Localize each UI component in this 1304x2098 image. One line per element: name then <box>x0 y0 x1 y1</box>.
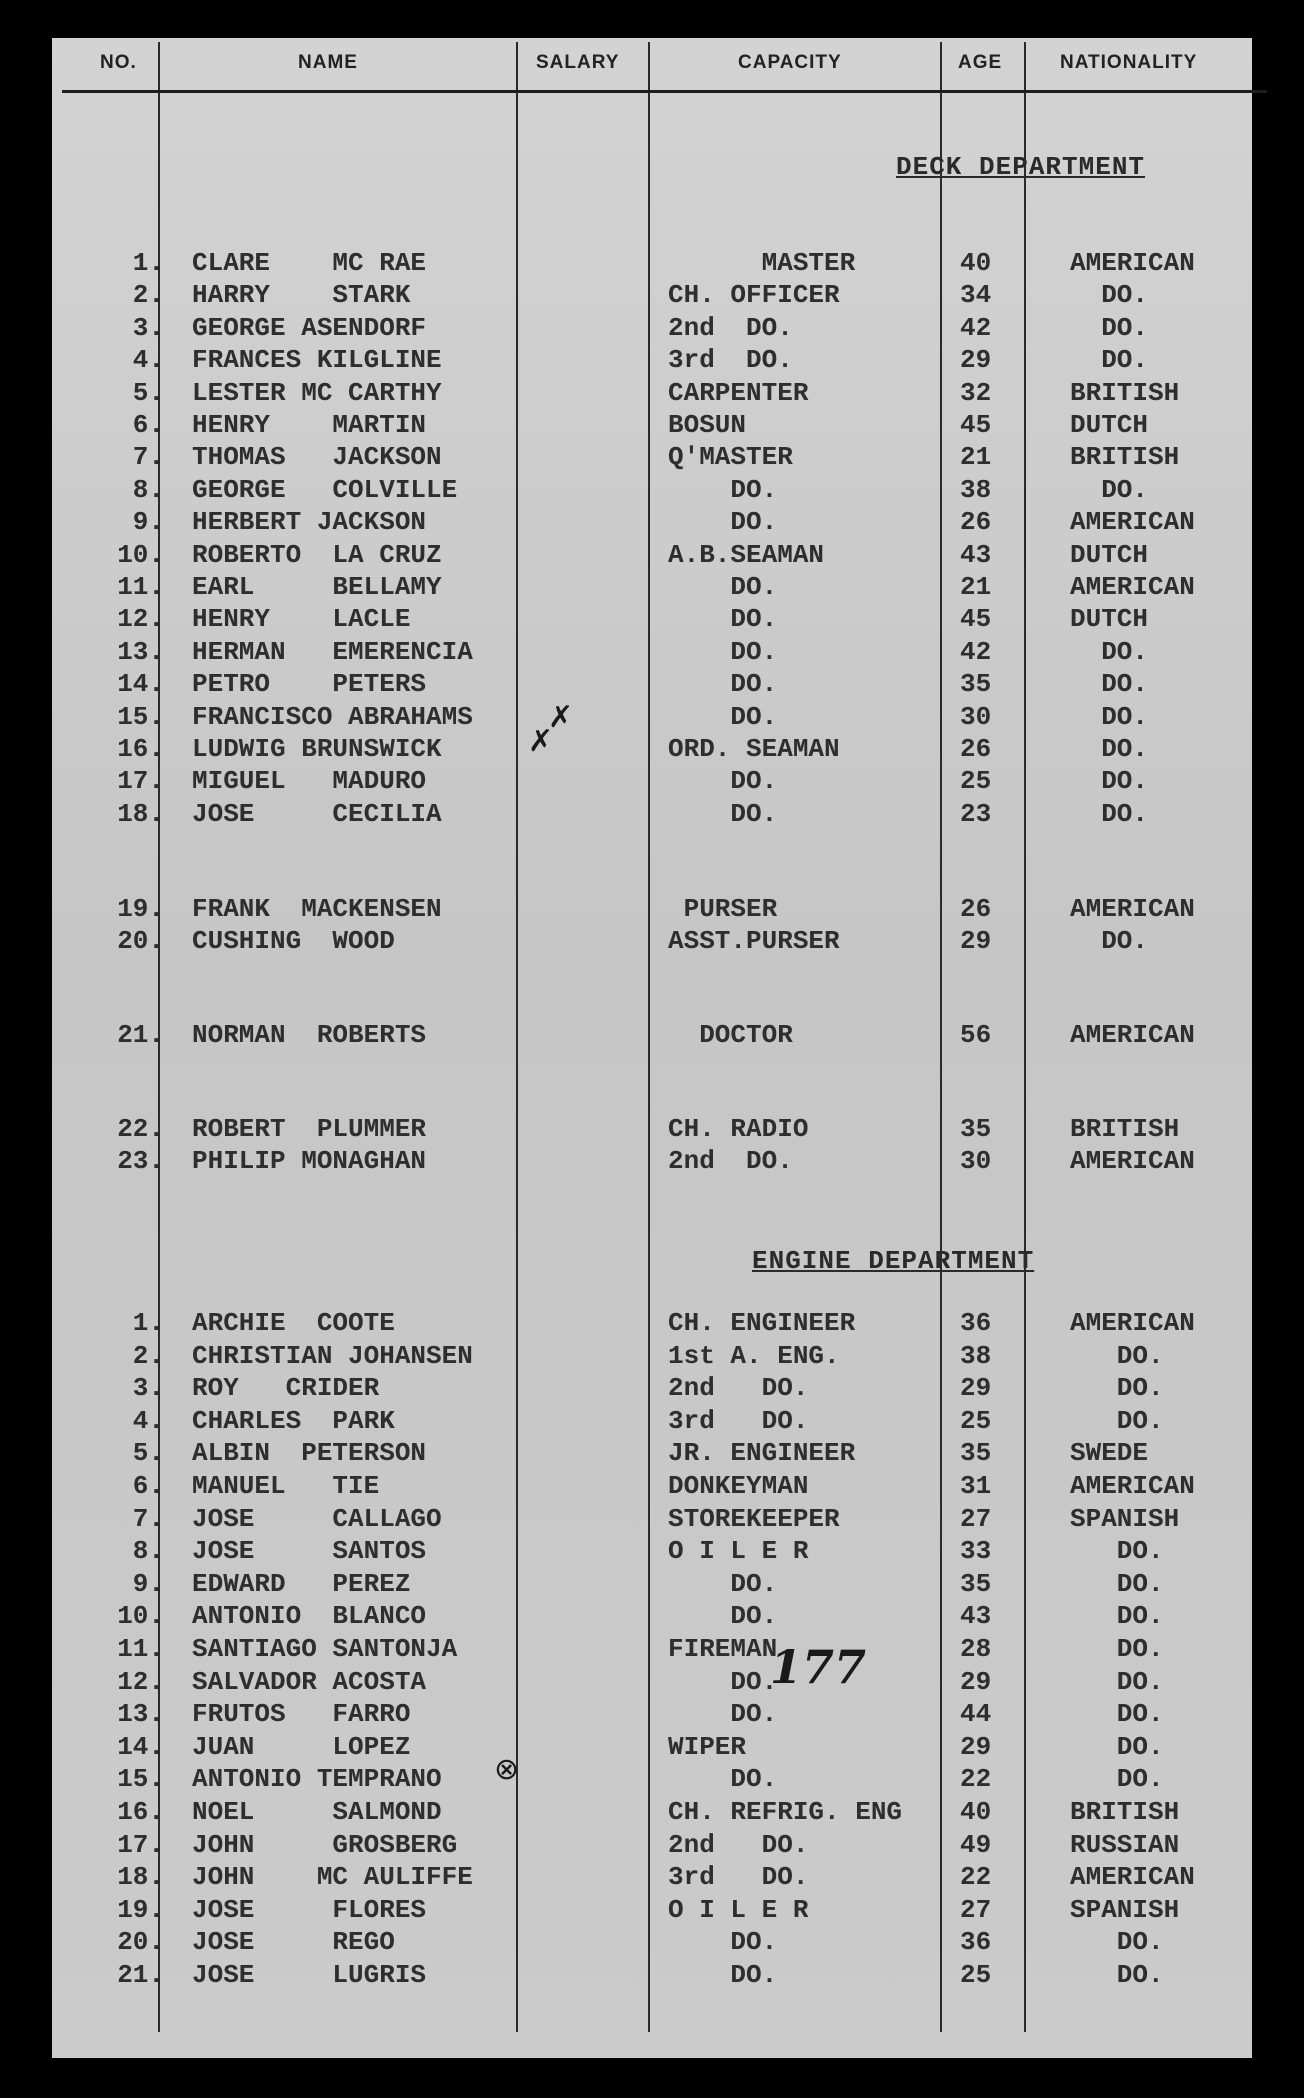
crew-nationality: BRITISH <box>1070 1114 1180 1144</box>
crew-name: ROBERT PLUMMER <box>192 1114 427 1144</box>
circled-x-icon: ⊗ <box>494 1752 520 1787</box>
crew-capacity: DO. <box>668 669 778 700</box>
crew-name: HERMAN EMERENCIA <box>192 636 473 667</box>
crew-nationality: AMERICAN <box>1070 572 1195 602</box>
crew-row <box>0 894 1304 926</box>
handwritten-page-number: 177 <box>770 1640 867 1694</box>
crew-row <box>0 475 1304 507</box>
crew-nationality: AMERICAN <box>1070 1308 1195 1338</box>
crew-age: 21 <box>960 572 992 602</box>
crew-name: JOSE SANTOS <box>192 1536 427 1567</box>
crew-row <box>0 1504 1304 1536</box>
crew-capacity: DO. <box>668 701 778 732</box>
crew-name: LUDWIG BRUNSWICK <box>192 734 442 764</box>
crew-capacity: DO. <box>668 766 778 797</box>
crew-age: 27 <box>960 1503 992 1534</box>
crew-capacity: DO. <box>668 1666 778 1697</box>
crew-age: 31 <box>960 1471 992 1501</box>
crew-age: 35 <box>960 1568 992 1599</box>
crew-row <box>0 1406 1304 1438</box>
crew-capacity: DO. <box>668 1699 778 1730</box>
crew-row <box>0 766 1304 798</box>
crew-number: 1. <box>132 1308 164 1338</box>
crew-name: PETRO PETERS <box>192 669 427 700</box>
crew-capacity: O I L E R <box>668 1536 809 1567</box>
crew-age: 21 <box>960 442 992 473</box>
crew-row <box>0 1471 1304 1503</box>
crew-name: HERBERT JACKSON <box>192 507 427 538</box>
crew-row <box>0 442 1304 474</box>
crew-age: 27 <box>960 1894 992 1925</box>
crew-capacity: DO. <box>668 507 778 538</box>
crew-row <box>0 1830 1304 1862</box>
crew-row <box>0 507 1304 539</box>
crew-nationality: DO. <box>1070 1340 1164 1371</box>
crew-age: 25 <box>960 1960 992 1990</box>
crew-row <box>0 1308 1304 1340</box>
crew-name: NORMAN ROBERTS <box>192 1020 427 1050</box>
crew-nationality: DO. <box>1070 1731 1164 1762</box>
crew-nationality: DO. <box>1070 1568 1164 1599</box>
crew-name: SALVADOR ACOSTA <box>192 1666 427 1697</box>
crew-nationality: SPANISH <box>1070 1894 1180 1925</box>
crew-number: 20. <box>117 926 164 957</box>
check-mark-icon: ✗ <box>548 700 574 735</box>
crew-number: 12. <box>117 604 164 635</box>
crew-age: 38 <box>960 1340 992 1371</box>
crew-age: 32 <box>960 377 992 408</box>
crew-row <box>0 280 1304 312</box>
crew-number: 3. <box>132 1373 164 1404</box>
crew-nationality: DO. <box>1070 1601 1164 1632</box>
crew-nationality: RUSSIAN <box>1070 1829 1180 1860</box>
crew-row <box>0 1764 1304 1796</box>
crew-age: 56 <box>960 1020 992 1050</box>
crew-number: 20. <box>117 1927 164 1958</box>
crew-age: 28 <box>960 1634 992 1664</box>
crew-number: 8. <box>132 1536 164 1567</box>
crew-number: 2. <box>132 1340 164 1371</box>
crew-row <box>0 1634 1304 1666</box>
crew-capacity: DO. <box>668 474 778 505</box>
crew-row <box>0 1927 1304 1959</box>
crew-nationality: DUTCH <box>1070 539 1149 570</box>
crew-age: 33 <box>960 1536 992 1567</box>
crew-row <box>0 345 1304 377</box>
crew-row <box>0 1146 1304 1178</box>
crew-age: 36 <box>960 1308 992 1338</box>
crew-capacity: STOREKEEPER <box>668 1503 840 1534</box>
crew-name: FRANK MACKENSEN <box>192 894 442 924</box>
crew-age: 44 <box>960 1699 992 1730</box>
crew-name: ALBIN PETERSON <box>192 1438 427 1469</box>
crew-name: EARL BELLAMY <box>192 572 442 602</box>
crew-number: 15. <box>117 1764 164 1795</box>
crew-capacity: 2nd DO. <box>668 312 793 343</box>
crew-number: 18. <box>117 798 164 829</box>
crew-capacity: FIREMAN <box>668 1634 778 1664</box>
header-no: NO. <box>100 52 137 73</box>
crew-nationality: BRITISH <box>1070 1797 1180 1827</box>
crew-row <box>0 1536 1304 1568</box>
crew-capacity: A.B.SEAMAN <box>668 539 825 570</box>
deck-department-title: DECK DEPARTMENT <box>896 152 1146 182</box>
crew-nationality: DO. <box>1070 1699 1164 1730</box>
crew-age: 26 <box>960 507 992 538</box>
crew-number: 22. <box>117 1114 164 1144</box>
crew-capacity: ORD. SEAMAN <box>668 734 840 764</box>
crew-age: 25 <box>960 1405 992 1436</box>
crew-name: JOSE REGO <box>192 1927 395 1958</box>
crew-row <box>0 378 1304 410</box>
crew-number: 19. <box>117 1894 164 1925</box>
crew-capacity: DO. <box>668 572 778 602</box>
crew-age: 29 <box>960 1373 992 1404</box>
crew-name: EDWARD PEREZ <box>192 1568 411 1599</box>
crew-row <box>0 1373 1304 1405</box>
crew-number: 11. <box>117 1634 164 1664</box>
crew-capacity: CH. RADIO <box>668 1114 809 1144</box>
crew-age: 22 <box>960 1862 992 1893</box>
crew-capacity: CARPENTER <box>668 377 809 408</box>
crew-age: 45 <box>960 410 992 440</box>
crew-nationality: DO. <box>1070 1666 1164 1697</box>
crew-number: 4. <box>132 345 164 376</box>
crew-capacity: 3rd DO. <box>668 345 793 376</box>
crew-capacity: MASTER <box>668 248 856 278</box>
crew-name: JUAN LOPEZ <box>192 1731 411 1762</box>
header-capacity: CAPACITY <box>738 52 842 73</box>
crew-name: CLARE MC RAE <box>192 248 427 278</box>
crew-nationality: AMERICAN <box>1070 1862 1195 1893</box>
crew-nationality: DO. <box>1070 734 1149 764</box>
crew-number: 11. <box>117 572 164 602</box>
engine-department-title: ENGINE DEPARTMENT <box>752 1246 1035 1276</box>
crew-number: 6. <box>132 1471 164 1501</box>
crew-row <box>0 1020 1304 1052</box>
crew-nationality: DO. <box>1070 1764 1164 1795</box>
crew-row <box>0 1960 1304 1992</box>
crew-nationality: DO. <box>1070 669 1149 700</box>
crew-number: 19. <box>117 894 164 924</box>
crew-age: 29 <box>960 926 992 957</box>
crew-number: 7. <box>132 442 164 473</box>
crew-age: 29 <box>960 1666 992 1697</box>
crew-nationality: DO. <box>1070 1634 1164 1664</box>
crew-number: 9. <box>132 507 164 538</box>
crew-name: FRUTOS FARRO <box>192 1699 411 1730</box>
crew-row <box>0 313 1304 345</box>
crew-capacity: ASST.PURSER <box>668 926 840 957</box>
crew-nationality: DO. <box>1070 1960 1164 1990</box>
crew-name: LESTER MC CARTHY <box>192 377 442 408</box>
crew-capacity: O I L E R <box>668 1894 809 1925</box>
crew-nationality: BRITISH <box>1070 442 1180 473</box>
crew-capacity: DO. <box>668 1568 778 1599</box>
crew-age: 42 <box>960 636 992 667</box>
crew-nationality: DO. <box>1070 1927 1164 1958</box>
crew-name: ANTONIO TEMPRANO <box>192 1764 442 1795</box>
crew-age: 49 <box>960 1829 992 1860</box>
header-salary: SALARY <box>536 52 620 73</box>
crew-nationality: DUTCH <box>1070 410 1149 440</box>
crew-name: JOSE CALLAGO <box>192 1503 442 1534</box>
crew-nationality: DO. <box>1070 1405 1164 1436</box>
crew-name: JOSE FLORES <box>192 1894 427 1925</box>
crew-capacity: 3rd DO. <box>668 1862 809 1893</box>
crew-nationality: AMERICAN <box>1070 1146 1195 1177</box>
crew-nationality: AMERICAN <box>1070 894 1195 924</box>
crew-capacity: DO. <box>668 1960 778 1990</box>
crew-age: 26 <box>960 894 992 924</box>
crew-row <box>0 1862 1304 1894</box>
crew-name: CHARLES PARK <box>192 1405 395 1436</box>
crew-number: 1. <box>132 248 164 278</box>
crew-row <box>0 1895 1304 1927</box>
crew-capacity: WIPER <box>668 1731 747 1762</box>
crew-capacity: JR. ENGINEER <box>668 1438 856 1469</box>
crew-row <box>0 702 1304 734</box>
crew-row <box>0 1699 1304 1731</box>
crew-age: 29 <box>960 1731 992 1762</box>
crew-number: 6. <box>132 410 164 440</box>
crew-name: SANTIAGO SANTONJA <box>192 1634 458 1664</box>
crew-number: 18. <box>117 1862 164 1893</box>
crew-capacity: CH. ENGINEER <box>668 1308 856 1338</box>
crew-name: HENRY LACLE <box>192 604 411 635</box>
crew-number: 21. <box>117 1960 164 1990</box>
crew-name: CHRISTIAN JOHANSEN <box>192 1340 473 1371</box>
crew-age: 42 <box>960 312 992 343</box>
crew-age: 22 <box>960 1764 992 1795</box>
crew-capacity: DO. <box>668 636 778 667</box>
crew-name: JOSE CECILIA <box>192 798 442 829</box>
crew-age: 35 <box>960 1438 992 1469</box>
crew-number: 5. <box>132 1438 164 1469</box>
crew-number: 16. <box>117 1797 164 1827</box>
crew-capacity: 3rd DO. <box>668 1405 809 1436</box>
crew-name: MANUEL TIE <box>192 1471 380 1501</box>
crew-age: 43 <box>960 539 992 570</box>
crew-row <box>0 1601 1304 1633</box>
crew-nationality: DO. <box>1070 312 1149 343</box>
crew-number: 9. <box>132 1568 164 1599</box>
crew-row <box>0 799 1304 831</box>
header-name: NAME <box>298 52 358 73</box>
crew-number: 17. <box>117 766 164 797</box>
crew-nationality: DO. <box>1070 701 1149 732</box>
crew-age: 25 <box>960 766 992 797</box>
crew-nationality: DO. <box>1070 1373 1164 1404</box>
crew-capacity: 2nd DO. <box>668 1373 809 1404</box>
crew-name: HENRY MARTIN <box>192 410 427 440</box>
header-age: AGE <box>958 52 1003 73</box>
crew-number: 4. <box>132 1405 164 1436</box>
crew-capacity: Q'MASTER <box>668 442 793 473</box>
crew-number: 21. <box>117 1020 164 1050</box>
crew-name: GEORGE ASENDORF <box>192 312 427 343</box>
crew-nationality: DUTCH <box>1070 604 1149 635</box>
crew-number: 7. <box>132 1503 164 1534</box>
crew-age: 26 <box>960 734 992 764</box>
crew-row <box>0 604 1304 636</box>
crew-number: 8. <box>132 474 164 505</box>
crew-name: ROY CRIDER <box>192 1373 380 1404</box>
crew-row <box>0 1114 1304 1146</box>
crew-nationality: DO. <box>1070 474 1149 505</box>
crew-row <box>0 248 1304 280</box>
crew-number: 23. <box>117 1146 164 1177</box>
crew-nationality: AMERICAN <box>1070 248 1195 278</box>
crew-age: 36 <box>960 1927 992 1958</box>
crew-number: 14. <box>117 1731 164 1762</box>
crew-number: 13. <box>117 1699 164 1730</box>
crew-capacity: DO. <box>668 1601 778 1632</box>
crew-capacity: 2nd DO. <box>668 1829 809 1860</box>
crew-age: 45 <box>960 604 992 635</box>
crew-row <box>0 540 1304 572</box>
crew-number: 10. <box>117 539 164 570</box>
crew-nationality: DO. <box>1070 798 1149 829</box>
crew-number: 3. <box>132 312 164 343</box>
crew-row <box>0 637 1304 669</box>
crew-capacity: 2nd DO. <box>668 1146 793 1177</box>
crew-capacity: CH. OFFICER <box>668 280 840 311</box>
crew-age: 40 <box>960 1797 992 1827</box>
crew-nationality: DO. <box>1070 636 1149 667</box>
crew-capacity: 1st A. ENG. <box>668 1340 840 1371</box>
crew-number: 13. <box>117 636 164 667</box>
crew-nationality: AMERICAN <box>1070 1471 1195 1501</box>
crew-name: FRANCES KILGLINE <box>192 345 442 376</box>
crew-capacity: DOCTOR <box>668 1020 793 1050</box>
crew-age: 43 <box>960 1601 992 1632</box>
crew-age: 29 <box>960 345 992 376</box>
crew-nationality: DO. <box>1070 1536 1164 1567</box>
crew-age: 38 <box>960 474 992 505</box>
crew-nationality: DO. <box>1070 345 1149 376</box>
crew-number: 2. <box>132 280 164 311</box>
crew-row <box>0 1438 1304 1470</box>
crew-row <box>0 734 1304 766</box>
crew-row <box>0 669 1304 701</box>
crew-name: CUSHING WOOD <box>192 926 395 957</box>
crew-number: 10. <box>117 1601 164 1632</box>
crew-row <box>0 1341 1304 1373</box>
crew-age: 23 <box>960 798 992 829</box>
crew-age: 30 <box>960 701 992 732</box>
crew-capacity: CH. REFRIG. ENG <box>668 1797 903 1827</box>
crew-nationality: AMERICAN <box>1070 1020 1195 1050</box>
crew-capacity: DO. <box>668 1764 778 1795</box>
check-mark-icon: ✗ <box>528 724 554 759</box>
crew-age: 40 <box>960 248 992 278</box>
crew-capacity: BOSUN <box>668 410 747 440</box>
crew-name: FRANCISCO ABRAHAMS <box>192 701 473 732</box>
crew-name: ARCHIE COOTE <box>192 1308 395 1338</box>
crew-number: 17. <box>117 1829 164 1860</box>
crew-age: 35 <box>960 1114 992 1144</box>
crew-capacity: PURSER <box>668 894 778 924</box>
crew-row <box>0 926 1304 958</box>
crew-nationality: DO. <box>1070 280 1149 311</box>
crew-name: GEORGE COLVILLE <box>192 474 458 505</box>
crew-name: JOSE LUGRIS <box>192 1960 427 1990</box>
crew-capacity: DO. <box>668 1927 778 1958</box>
crew-row <box>0 1732 1304 1764</box>
crew-capacity: DONKEYMAN <box>668 1471 809 1501</box>
header-nationality: NATIONALITY <box>1060 52 1198 73</box>
crew-nationality: DO. <box>1070 926 1149 957</box>
crew-age: 30 <box>960 1146 992 1177</box>
crew-capacity: DO. <box>668 798 778 829</box>
crew-name: PHILIP MONAGHAN <box>192 1146 427 1177</box>
crew-name: JOHN GROSBERG <box>192 1829 458 1860</box>
crew-name: ROBERTO LA CRUZ <box>192 539 442 570</box>
crew-capacity: DO. <box>668 604 778 635</box>
header-rule <box>62 90 1267 93</box>
crew-age: 35 <box>960 669 992 700</box>
crew-name: THOMAS JACKSON <box>192 442 442 473</box>
crew-name: JOHN MC AULIFFE <box>192 1862 473 1893</box>
crew-age: 34 <box>960 280 992 311</box>
crew-nationality: SPANISH <box>1070 1503 1180 1534</box>
crew-name: HARRY STARK <box>192 280 411 311</box>
crew-number: 16. <box>117 734 164 764</box>
crew-nationality: AMERICAN <box>1070 507 1195 538</box>
crew-row <box>0 1667 1304 1699</box>
crew-row <box>0 410 1304 442</box>
crew-name: MIGUEL MADURO <box>192 766 427 797</box>
crew-number: 5. <box>132 377 164 408</box>
crew-nationality: SWEDE <box>1070 1438 1149 1469</box>
crew-nationality: BRITISH <box>1070 377 1180 408</box>
crew-row <box>0 1797 1304 1829</box>
crew-row <box>0 1569 1304 1601</box>
crew-nationality: DO. <box>1070 766 1149 797</box>
crew-name: ANTONIO BLANCO <box>192 1601 427 1632</box>
crew-number: 12. <box>117 1666 164 1697</box>
crew-row <box>0 572 1304 604</box>
crew-number: 14. <box>117 669 164 700</box>
crew-name: NOEL SALMOND <box>192 1797 442 1827</box>
crew-number: 15. <box>117 701 164 732</box>
